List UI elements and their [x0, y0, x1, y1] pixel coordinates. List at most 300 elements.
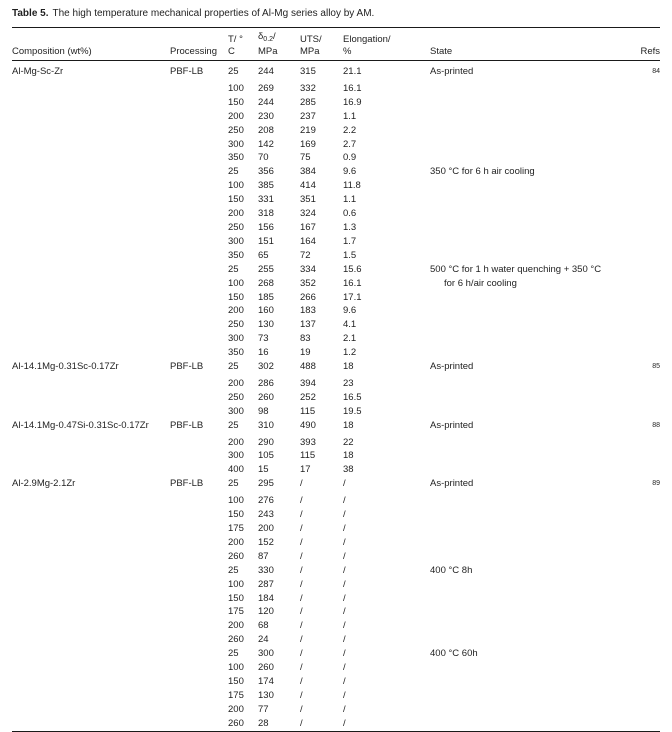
- uts-cell: 115: [300, 405, 316, 417]
- col-temperature: T/ ° C: [228, 28, 258, 61]
- yield-strength-cell: 295: [258, 478, 274, 490]
- table-row: [12, 463, 660, 477]
- composition-cell: [12, 318, 170, 332]
- table-row: [12, 277, 660, 291]
- elongation-cell: /: [343, 634, 346, 646]
- temperature-cell: 300: [228, 450, 244, 462]
- ref-cell: [630, 536, 660, 550]
- table-row: [12, 151, 660, 165]
- processing-cell: [170, 550, 228, 564]
- processing-cell: [170, 536, 228, 550]
- table-row: [12, 263, 660, 277]
- ref-superscript: 89: [652, 480, 660, 488]
- state-cell: [430, 318, 630, 332]
- temperature-cell: 350: [228, 152, 244, 164]
- ref-cell: [630, 221, 660, 235]
- composition-cell: [12, 249, 170, 263]
- ref-cell: [630, 277, 660, 291]
- temperature-cell: 200: [228, 703, 244, 715]
- state-cell: [430, 346, 630, 360]
- elongation-cell: 1.1: [343, 194, 357, 206]
- ref-cell: [630, 151, 660, 165]
- state-cell: As-printed: [430, 478, 474, 490]
- ref-cell: [630, 207, 660, 221]
- ref-cell: [630, 508, 660, 522]
- elongation-cell: 2.2: [343, 124, 357, 136]
- yield-strength-cell: 185: [258, 291, 274, 303]
- composition-cell: [12, 235, 170, 249]
- ref-cell: [630, 550, 660, 564]
- elongation-cell: 18: [343, 450, 354, 462]
- yield-strength-cell: 120: [258, 606, 274, 618]
- processing-cell: [170, 249, 228, 263]
- yield-strength-cell: 286: [258, 377, 274, 389]
- table-row: [12, 165, 660, 179]
- ref-cell: [630, 360, 660, 377]
- composition-cell: [12, 332, 170, 346]
- processing-cell: [170, 619, 228, 633]
- temperature-cell: 100: [228, 662, 244, 674]
- ref-superscript: 88: [652, 421, 660, 429]
- elongation-cell: /: [343, 592, 346, 604]
- elongation-cell: /: [343, 564, 346, 576]
- ref-cell: [630, 235, 660, 249]
- yield-strength-cell: 73: [258, 333, 269, 345]
- table-row: [12, 647, 660, 661]
- table-row: [12, 605, 660, 619]
- table-row: [12, 703, 660, 717]
- composition-cell: Al-14.1Mg-0.31Sc-0.17Zr: [12, 361, 119, 373]
- processing-cell: [170, 675, 228, 689]
- table-row: [12, 436, 660, 450]
- state-cell: 400 °C 60h: [430, 648, 478, 660]
- temperature-cell: 25: [228, 166, 239, 178]
- yield-strength-cell: 230: [258, 110, 274, 122]
- table-row: [12, 110, 660, 124]
- state-cell: [430, 235, 630, 249]
- col-state: State: [430, 28, 630, 61]
- composition-cell: [12, 522, 170, 536]
- table-caption-label: Table 5.: [12, 8, 49, 19]
- composition-cell: [12, 277, 170, 291]
- temperature-cell: 175: [228, 689, 244, 701]
- state-cell: [430, 391, 630, 405]
- composition-cell: [12, 436, 170, 450]
- table-row: [12, 360, 660, 377]
- ref-cell: [630, 633, 660, 647]
- composition-cell: [12, 151, 170, 165]
- temperature-cell: 260: [228, 550, 244, 562]
- elongation-cell: 21.1: [343, 66, 362, 77]
- composition-cell: [12, 165, 170, 179]
- temperature-cell: 250: [228, 221, 244, 233]
- yield-strength-cell: 331: [258, 194, 274, 206]
- table-row: [12, 578, 660, 592]
- uts-cell: 252: [300, 391, 316, 403]
- processing-cell: PBF-LB: [170, 419, 204, 431]
- state-cell: [430, 675, 630, 689]
- composition-cell: [12, 346, 170, 360]
- state-cell: [430, 179, 630, 193]
- table-row: [12, 96, 660, 110]
- ref-cell: [630, 82, 660, 96]
- composition-cell: [12, 508, 170, 522]
- table-row: [12, 235, 660, 249]
- state-cell: [430, 578, 630, 592]
- composition-cell: [12, 647, 170, 661]
- elongation-cell: /: [343, 717, 346, 729]
- uts-cell: 167: [300, 221, 316, 233]
- composition-cell: [12, 193, 170, 207]
- yield-strength-cell: 174: [258, 675, 274, 687]
- uts-cell: 352: [300, 277, 316, 289]
- yield-strength-cell: 16: [258, 347, 269, 359]
- yield-strength-cell: 142: [258, 138, 274, 150]
- table-row: [12, 391, 660, 405]
- uts-cell: 19: [300, 347, 311, 359]
- elongation-cell: /: [343, 578, 346, 590]
- yield-strength-cell: 310: [258, 419, 274, 431]
- ref-cell: [630, 165, 660, 179]
- processing-cell: [170, 689, 228, 703]
- state-cell: [430, 151, 630, 165]
- elongation-cell: 16.1: [343, 82, 362, 94]
- processing-cell: [170, 124, 228, 138]
- ref-cell: [630, 449, 660, 463]
- col-composition: Composition (wt%): [12, 28, 170, 61]
- ref-cell: [630, 619, 660, 633]
- processing-cell: [170, 179, 228, 193]
- elongation-cell: /: [343, 703, 346, 715]
- col-elongation: Elongation/ %: [343, 28, 430, 61]
- ref-cell: [630, 291, 660, 305]
- composition-cell: [12, 391, 170, 405]
- uts-cell: /: [300, 620, 303, 632]
- uts-cell: 315: [300, 66, 316, 77]
- yield-strength-cell: 28: [258, 717, 269, 729]
- uts-cell: 332: [300, 82, 316, 94]
- ref-cell: [630, 405, 660, 419]
- temperature-cell: 150: [228, 194, 244, 206]
- composition-cell: [12, 405, 170, 419]
- yield-strength-cell: 300: [258, 648, 274, 660]
- yield-strength-cell: 68: [258, 620, 269, 632]
- state-cell: [430, 508, 630, 522]
- table-row: [12, 536, 660, 550]
- yield-strength-cell: 330: [258, 564, 274, 576]
- processing-cell: [170, 193, 228, 207]
- elongation-cell: 0.9: [343, 152, 357, 164]
- yield-strength-cell: 260: [258, 391, 274, 403]
- temperature-cell: 350: [228, 249, 244, 261]
- uts-cell: 266: [300, 291, 316, 303]
- ref-cell: [630, 346, 660, 360]
- elongation-cell: /: [343, 523, 346, 534]
- yield-strength-cell: 130: [258, 689, 274, 701]
- uts-cell: /: [300, 509, 303, 521]
- table-row: [12, 564, 660, 578]
- uts-cell: /: [300, 662, 303, 674]
- state-cell: [430, 717, 630, 731]
- temperature-cell: 25: [228, 478, 239, 490]
- ref-cell: [630, 675, 660, 689]
- uts-cell: /: [300, 648, 303, 660]
- elongation-cell: /: [343, 550, 346, 562]
- ref-cell: [630, 703, 660, 717]
- composition-cell: [12, 449, 170, 463]
- processing-cell: [170, 449, 228, 463]
- state-cell: 500 °C for 1 h water quenching + 350 °C: [430, 263, 602, 275]
- state-cell: [430, 332, 630, 346]
- composition-cell: [12, 703, 170, 717]
- table-row: [12, 82, 660, 96]
- ref-cell: [630, 110, 660, 124]
- state-cell: [430, 536, 630, 550]
- processing-cell: [170, 391, 228, 405]
- processing-cell: PBF-LB: [170, 66, 204, 77]
- yield-strength-cell: 184: [258, 592, 274, 604]
- state-cell: As-printed: [430, 419, 474, 431]
- yield-strength-cell: 244: [258, 66, 274, 77]
- table-row: [12, 592, 660, 606]
- yield-strength-cell: 160: [258, 305, 274, 317]
- processing-cell: [170, 703, 228, 717]
- processing-cell: [170, 151, 228, 165]
- elongation-cell: /: [343, 675, 346, 687]
- processing-cell: [170, 522, 228, 536]
- yield-strength-cell: 87: [258, 550, 269, 562]
- processing-cell: [170, 508, 228, 522]
- yield-strength-cell: 244: [258, 96, 274, 108]
- yield-strength-cell: 268: [258, 277, 274, 289]
- composition-cell: [12, 124, 170, 138]
- processing-cell: [170, 564, 228, 578]
- yield-strength-cell: 65: [258, 249, 269, 261]
- composition-cell: [12, 304, 170, 318]
- state-cell: [430, 463, 630, 477]
- elongation-cell: 9.6: [343, 166, 357, 178]
- table-row: [12, 304, 660, 318]
- uts-cell: 137: [300, 319, 316, 331]
- state-cell: [430, 138, 630, 152]
- processing-cell: [170, 291, 228, 305]
- elongation-cell: 16.1: [343, 277, 362, 289]
- ref-cell: [630, 138, 660, 152]
- state-cell: [430, 689, 630, 703]
- elongation-cell: 15.6: [343, 263, 362, 275]
- ref-cell: [630, 193, 660, 207]
- table-row: [12, 633, 660, 647]
- processing-cell: [170, 96, 228, 110]
- table-row: [12, 318, 660, 332]
- composition-cell: [12, 494, 170, 508]
- state-cell: [430, 619, 630, 633]
- uts-cell: /: [300, 550, 303, 562]
- composition-cell: Al-Mg-Sc-Zr: [12, 66, 64, 77]
- elongation-cell: 2.7: [343, 138, 357, 150]
- state-cell: 400 °C 8h: [430, 564, 473, 576]
- ref-cell: [630, 377, 660, 391]
- temperature-cell: 200: [228, 536, 244, 548]
- uts-cell: 183: [300, 305, 316, 317]
- temperature-cell: 100: [228, 277, 244, 289]
- state-cell: [430, 110, 630, 124]
- table-header: [12, 28, 660, 61]
- yield-strength-cell: 98: [258, 405, 269, 417]
- uts-cell: 237: [300, 110, 316, 122]
- state-cell: [430, 377, 630, 391]
- ref-cell: [630, 263, 660, 277]
- composition-cell: [12, 675, 170, 689]
- composition-cell: [12, 110, 170, 124]
- composition-cell: [12, 463, 170, 477]
- uts-cell: /: [300, 606, 303, 618]
- composition-cell: [12, 717, 170, 731]
- processing-cell: [170, 494, 228, 508]
- table-row: [12, 207, 660, 221]
- yield-strength-cell: 385: [258, 180, 274, 192]
- composition-cell: [12, 592, 170, 606]
- temperature-cell: 200: [228, 436, 244, 448]
- uts-cell: 351: [300, 194, 316, 206]
- composition-cell: [12, 291, 170, 305]
- ref-cell: [630, 689, 660, 703]
- state-cell: As-printed: [430, 361, 474, 373]
- yield-strength-cell: 255: [258, 263, 274, 275]
- yield-strength-cell: 260: [258, 662, 274, 674]
- uts-cell: 334: [300, 263, 316, 275]
- yield-strength-cell: 243: [258, 509, 274, 521]
- composition-cell: [12, 96, 170, 110]
- elongation-cell: 16.9: [343, 96, 362, 108]
- elongation-cell: 4.1: [343, 319, 357, 331]
- table-row: [12, 179, 660, 193]
- temperature-cell: 250: [228, 319, 244, 331]
- uts-cell: 75: [300, 152, 311, 164]
- temperature-cell: 200: [228, 377, 244, 389]
- ref-cell: [630, 494, 660, 508]
- elongation-cell: /: [343, 689, 346, 701]
- ref-cell: [630, 391, 660, 405]
- table-caption: [12, 7, 660, 21]
- yield-strength-cell: 200: [258, 523, 274, 534]
- ref-cell: [630, 318, 660, 332]
- temperature-cell: 150: [228, 592, 244, 604]
- state-cell: [430, 405, 630, 419]
- uts-cell: /: [300, 717, 303, 729]
- state-cell: for 6 h/air cooling: [444, 277, 517, 289]
- uts-cell: 324: [300, 208, 316, 220]
- uts-cell: /: [300, 478, 303, 490]
- state-cell: [430, 436, 630, 450]
- processing-cell: [170, 405, 228, 419]
- temperature-cell: 150: [228, 509, 244, 521]
- state-cell: [430, 592, 630, 606]
- temperature-cell: 175: [228, 523, 244, 534]
- table-row: [12, 138, 660, 152]
- table-row: [12, 550, 660, 564]
- table-row: [12, 221, 660, 235]
- ref-cell: [630, 332, 660, 346]
- processing-cell: [170, 592, 228, 606]
- elongation-cell: 1.3: [343, 221, 357, 233]
- uts-cell: 169: [300, 138, 316, 150]
- uts-cell: 488: [300, 361, 316, 373]
- state-cell: [430, 633, 630, 647]
- yield-strength-cell: 302: [258, 361, 274, 373]
- yield-strength-cell: 356: [258, 166, 274, 178]
- col-refs: Refs: [630, 28, 660, 61]
- col-processing: Processing: [170, 28, 228, 61]
- state-cell: 350 °C for 6 h air cooling: [430, 166, 535, 178]
- elongation-cell: 19.5: [343, 405, 362, 417]
- state-cell: [430, 661, 630, 675]
- composition-cell: [12, 179, 170, 193]
- yield-strength-cell: 156: [258, 221, 274, 233]
- state-cell: [430, 82, 630, 96]
- ref-superscript: 84: [652, 68, 660, 75]
- uts-cell: /: [300, 523, 303, 534]
- state-cell: [430, 193, 630, 207]
- temperature-cell: 175: [228, 606, 244, 618]
- table-row: [12, 249, 660, 263]
- composition-cell: [12, 689, 170, 703]
- temperature-cell: 250: [228, 391, 244, 403]
- processing-cell: [170, 436, 228, 450]
- table-row: [12, 494, 660, 508]
- processing-cell: [170, 332, 228, 346]
- uts-cell: 394: [300, 377, 316, 389]
- elongation-cell: /: [343, 648, 346, 660]
- composition-cell: [12, 536, 170, 550]
- yield-strength-cell: 287: [258, 578, 274, 590]
- yield-strength-cell: 105: [258, 450, 274, 462]
- uts-cell: /: [300, 675, 303, 687]
- temperature-cell: 25: [228, 564, 239, 576]
- temperature-cell: 300: [228, 333, 244, 345]
- ref-cell: [630, 249, 660, 263]
- uts-cell: 115: [300, 450, 316, 462]
- elongation-cell: 23: [343, 377, 354, 389]
- temperature-cell: 350: [228, 347, 244, 359]
- ref-cell: [630, 522, 660, 536]
- processing-cell: [170, 221, 228, 235]
- table-body: [12, 61, 660, 732]
- state-cell: [430, 449, 630, 463]
- ref-cell: [630, 61, 660, 82]
- composition-cell: [12, 221, 170, 235]
- table-row: [12, 291, 660, 305]
- table-row: [12, 124, 660, 138]
- elongation-cell: 18: [343, 419, 354, 431]
- table-row: [12, 477, 660, 494]
- elongation-cell: /: [343, 536, 346, 548]
- yield-strength-cell: 15: [258, 464, 269, 476]
- uts-cell: 17: [300, 464, 311, 476]
- temperature-cell: 150: [228, 675, 244, 687]
- properties-table: [12, 27, 660, 732]
- table-row: [12, 346, 660, 360]
- table-row: [12, 405, 660, 419]
- composition-cell: [12, 263, 170, 277]
- processing-cell: [170, 377, 228, 391]
- processing-cell: [170, 661, 228, 675]
- elongation-cell: 2.1: [343, 333, 357, 345]
- yield-strength-cell: 24: [258, 634, 269, 646]
- processing-cell: [170, 263, 228, 277]
- processing-cell: [170, 235, 228, 249]
- yield-strength-cell: 151: [258, 235, 274, 247]
